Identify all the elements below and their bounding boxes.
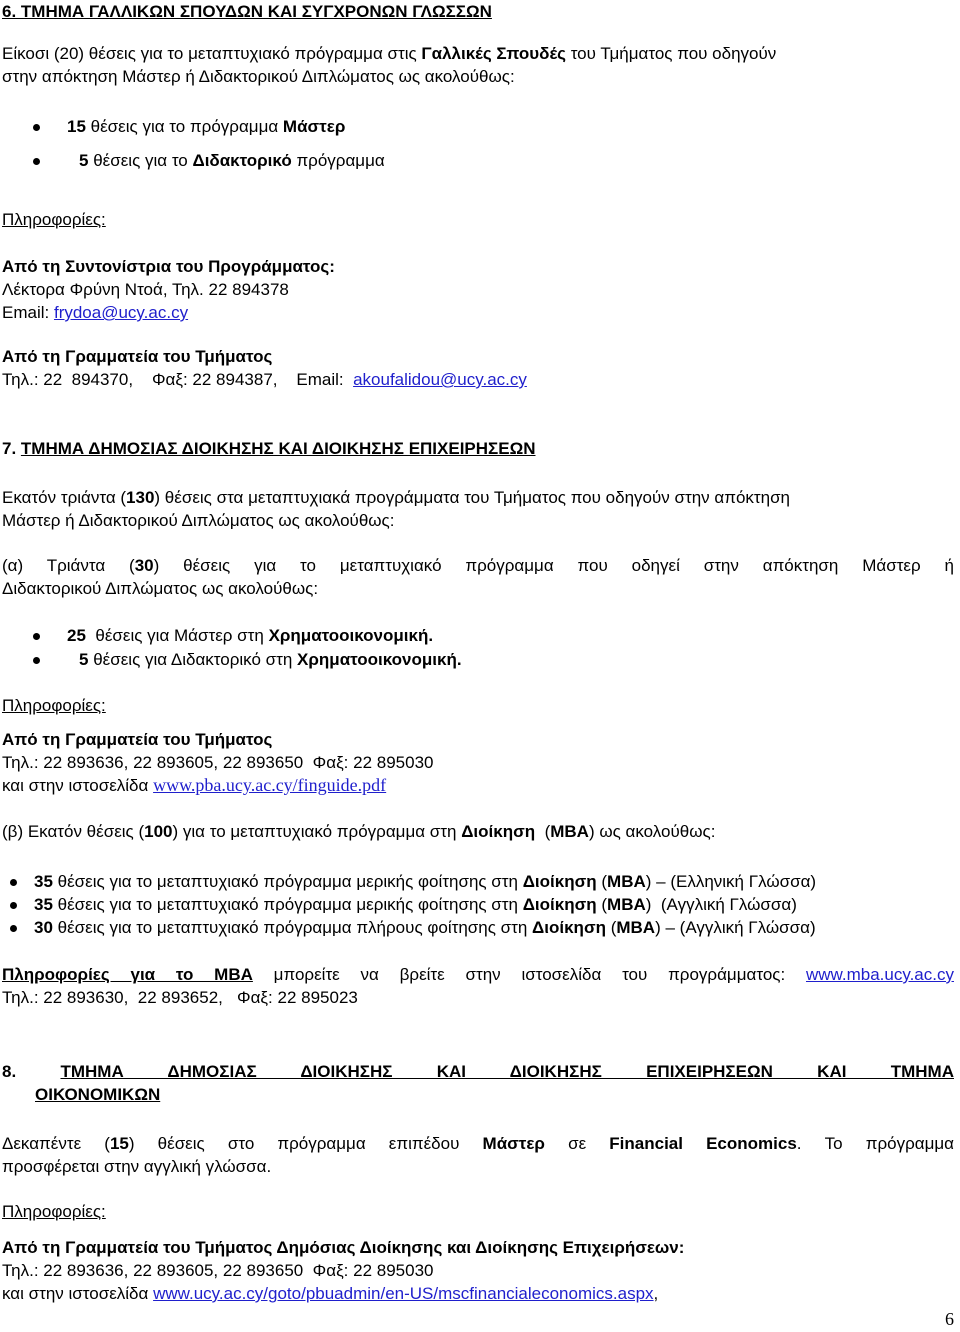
- intro-text-end: του Τμήματος που οδηγούν: [565, 44, 777, 63]
- bullet-icon: [33, 633, 40, 640]
- section-8-info-label: Πληροφορίες:: [2, 1202, 106, 1221]
- section-7-bullet-b2: [34, 893, 797, 916]
- bullet-icon: [10, 879, 17, 886]
- section-6-intro-line2: στην απόκτηση Μάστερ ή Διδακτορικού Διπλώματος ως ακολούθως:: [2, 67, 515, 86]
- section-7-phones: Τηλ.: 22 893636, 22 893605, 22 893650 Φαξ: 22 895030: [2, 753, 434, 772]
- section-7-secretariat-heading: Από τη Γραμματεία του Τμήματος: [2, 730, 273, 749]
- financial-economics-link[interactable]: www.ucy.ac.cy/goto/pbuadmin/en-US/mscfinancialeconomics.aspx: [153, 1284, 654, 1303]
- bullet-bold: Διοίκηση: [522, 895, 597, 914]
- bullet-text: θέσεις για το μεταπτυχιακό πρόγραμμα μερικής φοίτησης στη: [52, 872, 523, 891]
- section-6-info-label: Πληροφορίες:: [2, 210, 106, 229]
- intro-text-se: σε: [544, 1134, 610, 1153]
- section-6-bullet-1: [67, 115, 345, 138]
- section-6-intro-line1: [2, 42, 776, 65]
- section-6-secretariat-heading: Από τη Γραμματεία του Τμήματος: [2, 347, 273, 366]
- intro-text-end: . Το πρόγραμμα: [796, 1134, 955, 1153]
- bullet-paren: (: [596, 872, 608, 891]
- section-6-bullet-2: [79, 149, 385, 172]
- bullet-paren-close: ): [645, 895, 652, 914]
- section-7-intro-line1: [2, 486, 790, 509]
- bullet-bold: Διοίκηση: [522, 872, 597, 891]
- bullet-bold: Χρηματοοικονομική.: [297, 650, 462, 669]
- bullet-number: 35: [34, 895, 53, 914]
- bullet-dash: –: [651, 872, 671, 891]
- part-b-text: (β) Εκατόν θέσεις (: [2, 822, 145, 841]
- section-8-phones: Τηλ.: 22 893636, 22 893605, 22 893650 Φαξ: 22 895030: [2, 1261, 434, 1280]
- bullet-text: θέσεις για Μάστερ στη: [85, 626, 269, 645]
- bullet-icon: [10, 925, 17, 932]
- section-6-email-line: [2, 301, 188, 324]
- section-8-website-line: [2, 1282, 658, 1305]
- email-label: Email:: [2, 303, 54, 322]
- mba-site-link[interactable]: www.mba.ucy.ac.cy: [805, 965, 954, 984]
- bullet-number: 15: [67, 117, 86, 136]
- bullet-mba: ΜΒΑ: [607, 895, 646, 914]
- part-b-number: 100: [144, 822, 173, 841]
- section-7-bullet-b1: [34, 870, 816, 893]
- bullet-number: 5: [79, 151, 89, 170]
- section-7-bullet-b3: [34, 916, 816, 939]
- section-7-info-label: Πληροφορίες:: [2, 696, 106, 715]
- intro-bold: Γαλλικές Σπουδές: [421, 44, 566, 63]
- bullet-bold: Μάστερ: [282, 117, 346, 136]
- bullet-dash: [651, 895, 660, 914]
- intro-text-end: ) θέσεις στα μεταπτυχιακά προγράμματα του Τμήματος που οδηγούν στην απόκτηση: [154, 488, 791, 507]
- bullet-dash: –: [660, 918, 680, 937]
- bullet-number: 35: [34, 872, 53, 891]
- website-prefix: και στην ιστοσελίδα: [2, 776, 154, 795]
- mba-info-label: Πληροφορίες για το ΜΒΑ: [2, 965, 253, 984]
- section-7-website-line: [2, 774, 386, 797]
- part-b-text-end: ) ως ακολούθως:: [588, 822, 716, 841]
- bullet-text: θέσεις για Διδακτορικό στη: [88, 650, 298, 669]
- section-8-intro-line1: [2, 1132, 954, 1155]
- part-b-mba: ΜΒΑ: [550, 822, 589, 841]
- bullet-language: (Αγγλική Γλώσσα): [679, 918, 816, 937]
- intro-number: 130: [126, 488, 155, 507]
- bullet-mba: ΜΒΑ: [616, 918, 656, 937]
- page-number: 6: [945, 1309, 954, 1329]
- part-b-text-mid: ) για το μεταπτυχιακό πρόγραμμα στη: [172, 822, 462, 841]
- intro-bold-master: Μάστερ: [482, 1134, 545, 1153]
- website-prefix: και στην ιστοσελίδα: [2, 1284, 154, 1303]
- secretariat-email-link[interactable]: akoufalidou@ucy.ac.cy: [353, 370, 527, 389]
- bullet-text: θέσεις για το μεταπτυχιακό πρόγραμμα πλήρους φοίτησης στη: [52, 918, 533, 937]
- bullet-language: (Ελληνική Γλώσσα): [670, 872, 817, 891]
- intro-text: Δεκαπέντε (: [2, 1134, 110, 1153]
- bullet-paren: (: [605, 918, 617, 937]
- section-7-part-b: [2, 820, 715, 843]
- part-b-bold: Διοίκηση: [461, 822, 536, 841]
- part-a-text-end: ) θέσεις για το μεταπτυχιακό πρόγραμμα που οδηγεί στην απόκτηση Μάστερ ή: [153, 556, 954, 575]
- website-suffix: ,: [653, 1284, 659, 1303]
- mba-info-text: μπορείτε να βρείτε στην ιστοσελίδα του προγράμματος:: [252, 965, 806, 984]
- section-7-bullet-a1: [67, 624, 433, 647]
- section-8-secretariat-heading: Από τη Γραμματεία του Τμήματος Δημόσιας Διοίκησης και Διοίκησης Επιχειρήσεων:: [2, 1238, 685, 1257]
- section-8-heading-line1: [2, 1060, 954, 1083]
- finguide-link[interactable]: www.pba.ucy.ac.cy/finguide.pdf: [153, 775, 387, 795]
- section-8-intro-line2: προσφέρεται στην αγγλική γλώσσα.: [2, 1157, 272, 1176]
- part-b-paren: (: [535, 822, 551, 841]
- part-a-number: 30: [134, 556, 154, 575]
- bullet-icon: [33, 124, 40, 131]
- section-6-heading: 6. ΤΜΗΜΑ ΓΑΛΛΙΚΩΝ ΣΠΟΥΔΩΝ ΚΑΙ ΣΥΓΧΡΟΝΩΝ ΓΛΩΣΣΩΝ: [2, 2, 492, 21]
- heading-number: 7.: [2, 439, 21, 458]
- bullet-bold: Χρηματοοικονομική.: [268, 626, 434, 645]
- section-7-mba-info: [2, 963, 954, 986]
- bullet-icon: [10, 902, 17, 909]
- bullet-bold: Διοίκηση: [532, 918, 606, 937]
- bullet-text-end: πρόγραμμα: [291, 151, 385, 170]
- section-7-part-a-line2: Διδακτορικού Διπλώματος ως ακολούθως:: [2, 579, 319, 598]
- bullet-text: θέσεις για το πρόγραμμα: [85, 117, 283, 136]
- intro-text-mid: ) θέσεις στο πρόγραμμα επιπέδου: [128, 1134, 483, 1153]
- bullet-number: 5: [79, 650, 89, 669]
- bullet-paren-close: ): [655, 918, 661, 937]
- bullet-number: 30: [34, 918, 53, 937]
- part-a-text: (α) Τριάντα (: [2, 556, 135, 575]
- bullet-text: θέσεις για το μεταπτυχιακό πρόγραμμα μερικής φοίτησης στη: [52, 895, 523, 914]
- bullet-bold: Διδακτορικό: [192, 151, 292, 170]
- coordinator-email-link[interactable]: frydoa@ucy.ac.cy: [53, 303, 189, 322]
- section-6-secretariat-line: [2, 368, 527, 391]
- bullet-icon: [33, 657, 40, 664]
- bullet-mba: ΜΒΑ: [607, 872, 646, 891]
- bullet-text: θέσεις για το: [88, 151, 193, 170]
- intro-text: Εκατόν τριάντα (: [2, 488, 127, 507]
- intro-number: 15: [109, 1134, 129, 1153]
- section-7-heading: [2, 437, 536, 460]
- section-7-bullet-a2: [79, 648, 462, 671]
- heading-text: ΤΜΗΜΑ ΔΗΜΟΣΙΑΣ ΔΙΟΙΚΗΣΗΣ ΚΑΙ ΔΙΟΙΚΗΣΗΣ ΕΠΙΧΕΙΡΗΣΕΩΝ: [20, 439, 536, 458]
- bullet-number: 25: [67, 626, 86, 645]
- section-6-coordinator-heading: Από τη Συντονίστρια του Προγράμματος:: [2, 257, 335, 276]
- section-8-heading-line2: ΟΙΚΟΝΟΜΙΚΩΝ: [35, 1085, 161, 1104]
- section-7-mba-phones: Τηλ.: 22 893630, 22 893652, Φαξ: 22 895023: [2, 988, 358, 1007]
- intro-bold-program: Financial Economics: [609, 1134, 797, 1153]
- bullet-language: (Αγγλική Γλώσσα): [660, 895, 797, 914]
- bullet-paren-close: ): [645, 872, 652, 891]
- intro-text: Είκοσι (20) θέσεις για το μεταπτυχιακό πρόγραμμα στις: [2, 44, 422, 63]
- bullet-paren: (: [596, 895, 608, 914]
- heading-text: ΤΜΗΜΑ ΔΗΜΟΣΙΑΣ ΔΙΟΙΚΗΣΗΣ ΚΑΙ ΔΙΟΙΚΗΣΗΣ ΕΠΙΧΕΙΡΗΣΕΩΝ ΚΑΙ ΤΜΗΜΑ: [60, 1062, 954, 1081]
- section-6-coordinator-line: Λέκτορα Φρύνη Ντοά, Τηλ. 22 894378: [2, 280, 289, 299]
- bullet-icon: [33, 158, 40, 165]
- section-7-part-a-line1: [2, 554, 954, 577]
- secretariat-contact: Τηλ.: 22 894370, Φαξ: 22 894387, Email:: [2, 370, 354, 389]
- section-7-intro-line2: Μάστερ ή Διδακτορικού Διπλώματος ως ακολούθως:: [2, 511, 395, 530]
- heading-number: 8.: [2, 1062, 61, 1081]
